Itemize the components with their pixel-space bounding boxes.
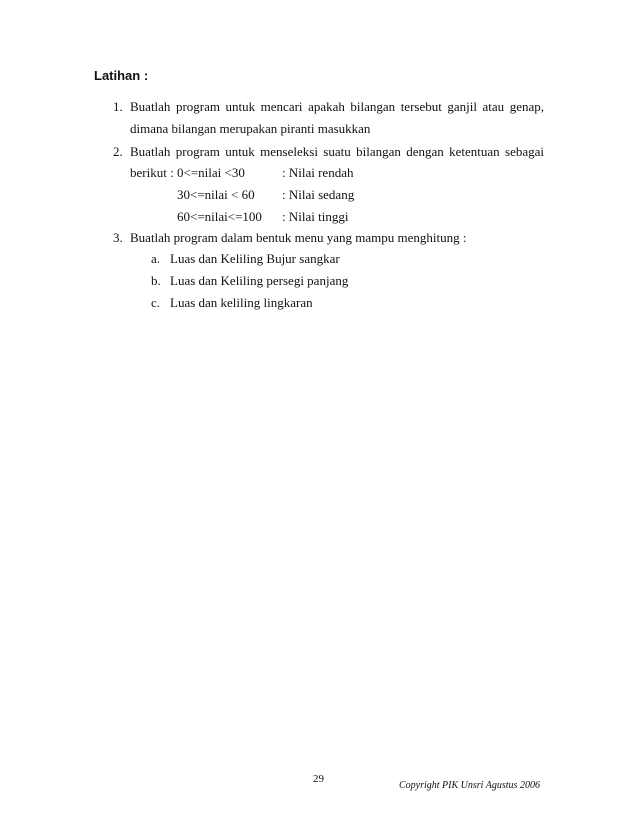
subitem-a-text: Luas dan Keliling Bujur sangkar (170, 251, 340, 266)
subitem-b-letter: b. (151, 273, 161, 288)
item-2-line-1: Buatlah program untuk menseleksi suatu bilangan dengan ketentuan sebagai (130, 144, 544, 159)
condition-range-2: 30<=nilai < 60 (177, 187, 255, 202)
item-3-line-1: Buatlah program dalam bentuk menu yang mampu menghitung : (130, 230, 467, 245)
subitem-a-letter: a. (151, 251, 161, 266)
subitem-b-text: Luas dan Keliling persegi panjang (170, 273, 349, 288)
subitem-c-letter: c. (151, 295, 161, 310)
item-1-line-1: Buatlah program untuk mencari apakah bilangan tersebut ganjil atau genap, (130, 99, 544, 114)
condition-range-3: 60<=nilai<=100 (177, 209, 262, 224)
item-2-number: 2. (113, 144, 123, 159)
section-heading: Latihan : (94, 68, 149, 83)
copyright-notice: Copyright PIK Unsri Agustus 2006 (399, 780, 540, 791)
subitem-c-text: Luas dan keliling lingkaran (170, 295, 313, 310)
condition-result-3: : Nilai tinggi (282, 209, 349, 224)
condition-result-2: : Nilai sedang (282, 187, 355, 202)
item-1-number: 1. (113, 99, 123, 114)
page-number: 29 (313, 773, 324, 785)
condition-range-1: 0<=nilai <30 (177, 165, 245, 180)
item-3-number: 3. (113, 230, 123, 245)
item-1-line-2: dimana bilangan merupakan piranti masukkan (130, 121, 371, 136)
condition-prefix: berikut : (130, 165, 174, 180)
condition-result-1: : Nilai rendah (282, 165, 354, 180)
